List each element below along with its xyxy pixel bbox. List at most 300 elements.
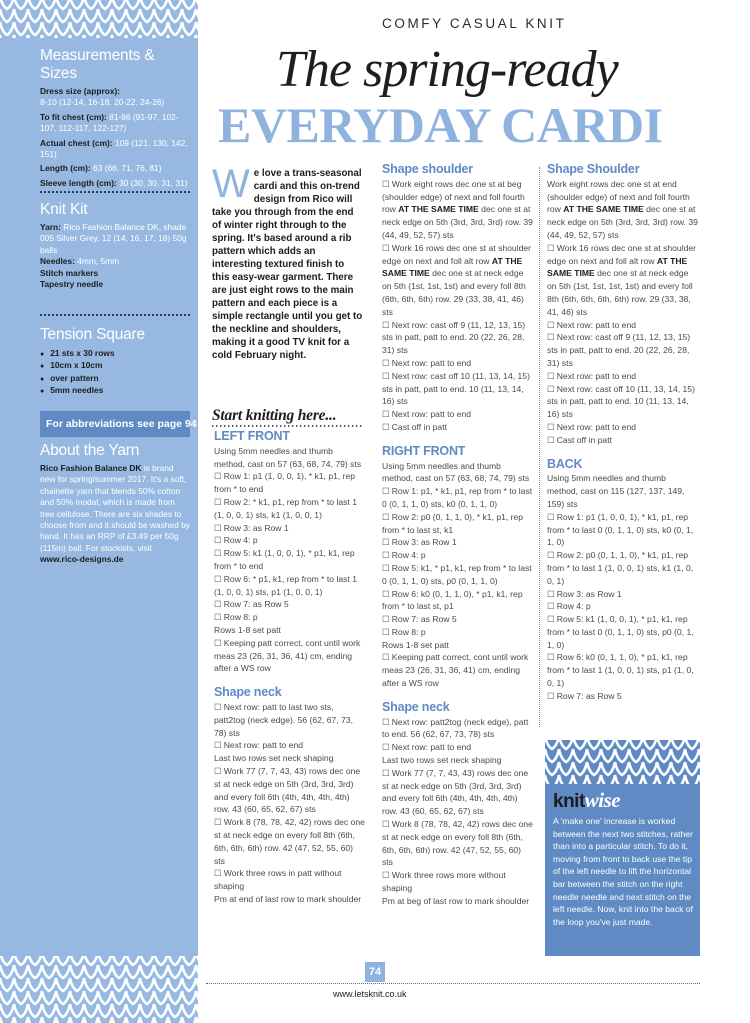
knit-stitch [615, 749, 629, 762]
page-title: The spring-ready [276, 41, 618, 98]
knit-stitch [126, 0, 140, 9]
knit-stitch [699, 749, 700, 762]
knit-stitch [28, 956, 42, 965]
knit-stitch [168, 1004, 182, 1017]
knit-stitch [126, 965, 140, 978]
intro-text: e love a trans-seasonal cardi and this on-trend design from Rico will take you through from the end of winter right through to the spring. It's based around a rib pattern which adds an interesting textured finish to this easy-wear garment. There are just eight rows to the main pattern and each piece is a simple rectangle until you get to the neckline and shoulders, making it a good TV knit for a cold February night. [212, 168, 363, 361]
knit-stitch [70, 1004, 84, 1017]
knit-stitch [98, 965, 112, 978]
knit-stitch [112, 991, 126, 1004]
instruction-line: ☐ Row 5: k1, * p1, k1, rep from * to last 0 (0, 1, 1, 0) sts, p0 (0, 1, 1, 0) [382, 562, 534, 588]
measurement-item [40, 138, 190, 161]
shape-shoulder-heading: Shape Shoulder [547, 162, 640, 176]
instruction-line: ☐ Work 77 (7, 7, 43, 43) rows dec one st at neck edge on 5th (3rd, 3rd, 3rd) and every foll 6th (4th, 4th, 4th, 4th) row. 43 (60, 65, 62, 67) sts [382, 767, 534, 818]
start-heading-rule [212, 424, 362, 428]
knit-stitch [154, 0, 168, 9]
instruction-line: ☐ Row 6: k0 (0, 1, 1, 0), * p1, k1, rep from * to last st, p1 [382, 588, 534, 614]
tension-list [40, 348, 190, 398]
drop-cap: W [212, 162, 250, 206]
instruction-line: ☐ Row 2: * k1, p1, rep from * to last 1 (1, 0, 0, 1) sts, k1 (1, 0, 0, 1) [214, 496, 366, 522]
measurement-value: 109 (121, 130, 142, 151) [40, 137, 188, 160]
instruction-line: ☐ Row 5: k1 (1, 0, 0, 1), * p1, k1, rep from * to end [214, 547, 366, 573]
instruction-line: ☐ Next row: patt to end [382, 741, 534, 754]
knit-stitch [42, 956, 56, 965]
knit-stitch [587, 749, 601, 762]
page-subtitle: EVERYDAY CARDI [218, 97, 663, 153]
knit-stitch [657, 749, 671, 762]
knitwise-text: A 'make one' increase is worked between the next two stitches, rather than into a particular stitch. To do it, moving from front to back use the tip of the left needle to lift the horizontal bar between the stitch on the right needle needle and next stitch on the left needle. Now, knit into the back of the loop you've just made. [553, 816, 693, 927]
left-front-instructions [214, 445, 366, 675]
knit-stitch [70, 978, 84, 991]
instruction-text: dec one st at neck edge on 5th (1st, 1st, 1st, 1st) and every foll 8th (6th, 6th, 6th, 6th) row. 29 (33, 38, 41, 46) sts [547, 268, 693, 317]
knit-stitch [56, 978, 70, 991]
knit-stitch [154, 965, 168, 978]
instruction-line: ☐ Work three rows in patt without shaping [214, 867, 366, 893]
knit-stitch [112, 956, 126, 965]
knit-stitch [126, 991, 140, 1004]
knit-stitch [56, 9, 70, 22]
column-divider [539, 167, 540, 727]
right-front-heading: RIGHT FRONT [382, 443, 466, 458]
knit-stitch [28, 22, 42, 35]
knit-stitch [140, 1004, 154, 1017]
knitwise-title [553, 788, 620, 813]
knit-stitch [0, 1004, 14, 1017]
knit-stitch [70, 0, 84, 9]
knit-stitch [98, 956, 112, 965]
instruction-text: Work eight rows dec one st at beg (shoulder edge) of next and foll fourth row [382, 178, 525, 215]
knit-stitch [112, 978, 126, 991]
shape-neck-instructions [382, 716, 534, 908]
knit-stitch [643, 749, 657, 762]
knit-stitch [56, 991, 70, 1004]
instruction-line: Pm at beg of last row to mark shoulder [382, 895, 530, 906]
shape-neck-instructions [214, 701, 366, 906]
knit-stitch [545, 740, 559, 749]
instruction-line: ☐ Next row: patt2tog (neck edge), patt to end. 56 (62, 67, 73, 78) sts [382, 716, 534, 742]
instruction-line [547, 370, 699, 383]
instruction-line [547, 383, 699, 421]
knit-stitch [42, 9, 56, 22]
knitwise-title-a: knit [553, 791, 585, 812]
instruction-line [547, 421, 699, 434]
knit-stitch [42, 991, 56, 1004]
knit-stitch [14, 978, 28, 991]
knit-stitch [154, 978, 168, 991]
knit-stitch [0, 9, 14, 22]
measurement-label: Length (cm): [40, 163, 91, 174]
knit-stitch [56, 965, 70, 978]
instruction-text: Next row: patt to end [556, 319, 637, 330]
kit-details [40, 222, 190, 290]
knit-stitch [196, 978, 198, 991]
instruction-line: ☐ Row 2: p0 (0, 1, 1, 0), * k1, p1, rep from * to last st, k1 [382, 511, 534, 537]
back-heading: BACK [547, 456, 583, 471]
knit-stitch [182, 1004, 196, 1017]
instruction-text: Work 16 rows dec one st at shoulder edge on next and foll alt row [547, 242, 697, 266]
left-front-heading: LEFT FRONT [214, 429, 290, 443]
instruction-text: dec one st at neck edge on 5th (3rd, 3rd, 3rd) row. 39 (44, 49, 52, 57) sts [382, 204, 533, 240]
knit-stitch [56, 1004, 70, 1017]
tension-item: ● over pattern [40, 373, 190, 385]
tension-item: ● 21 sts x 30 rows [40, 348, 190, 360]
knit-stitch [126, 22, 140, 35]
needles-label: Needles: [40, 256, 75, 267]
knit-stitch [615, 740, 629, 749]
back-instructions [547, 472, 699, 702]
knit-stitch [573, 749, 587, 762]
instruction-line: ☐ Row 6: k0 (0, 1, 1, 0), * p1, k1, rep from * to last 1 (1, 0, 0, 1) sts, p1 (1, 0, 0, 1) [547, 651, 699, 689]
knit-stitch [657, 762, 671, 775]
knit-stitch [126, 978, 140, 991]
knit-stitch [615, 762, 629, 775]
knit-pattern-decoration [0, 956, 198, 1023]
shape-shoulder-instructions [382, 178, 534, 434]
column-middle [382, 163, 534, 908]
instruction-line: ☐ Row 4: p [547, 600, 699, 613]
knit-stitch [28, 1004, 42, 1017]
knit-stitch [671, 762, 685, 775]
tension-item: ● 5mm needles [40, 385, 190, 397]
knit-stitch [112, 1004, 126, 1017]
knit-stitch [182, 978, 196, 991]
knit-stitch [140, 991, 154, 1004]
yarn-value: Rico Fashion Balance DK, shade 005 Silver Grey, 12 (14, 16, 17, 18) 50g balls [40, 222, 187, 255]
instruction-line: ☐ Row 1: p1 (1, 0, 0, 1), * k1, p1, rep from * to end [214, 470, 366, 496]
instruction-line: Using 5mm needles and thumb method, cast on 57 (63, 68, 74, 79) sts [382, 460, 530, 484]
instruction-line: ☐ Work 8 (78, 78, 42, 42) rows dec one st at neck edge on every foll 8th (6th, 6th, 6th, 6th) row. 42 (47, 52, 55, 60) sts [214, 816, 366, 867]
knitwise-title-b: wise [584, 788, 621, 812]
column-left [214, 430, 366, 906]
knit-stitch [42, 965, 56, 978]
knit-stitch [56, 22, 70, 35]
knit-stitch [601, 749, 615, 762]
intro-paragraph [212, 162, 364, 362]
knit-stitch [0, 0, 14, 9]
measurement-label: Sleeve length (cm): [40, 177, 117, 188]
knit-stitch [685, 762, 699, 775]
knit-stitch [140, 965, 154, 978]
instruction-line: ☐ Row 3: as Row 1 [547, 588, 699, 601]
instruction-line: Using 5mm needles and thumb method, cast on 57 (63, 68, 74, 79) sts [214, 445, 362, 469]
knit-stitch [28, 991, 42, 1004]
measurement-item [40, 112, 190, 135]
knit-stitch [196, 0, 198, 9]
knit-stitch [0, 978, 14, 991]
knit-pattern-decoration [0, 0, 198, 38]
knit-stitch [629, 762, 643, 775]
knit-stitch [112, 9, 126, 22]
instruction-line: ☐ Next row: patt to end [214, 739, 366, 752]
instruction-line [382, 408, 534, 421]
instruction-line [382, 242, 534, 319]
knit-stitch [84, 0, 98, 9]
knit-pattern-decoration [545, 740, 700, 784]
yarn-label: Yarn: [40, 222, 61, 232]
knit-stitch [601, 740, 615, 749]
instruction-text: Cast off in patt [556, 434, 612, 445]
knit-stitch [14, 22, 28, 35]
knit-stitch [84, 965, 98, 978]
knit-stitch [98, 1004, 112, 1017]
knit-stitch [0, 991, 14, 1004]
knit-stitch [629, 749, 643, 762]
abbreviations-link[interactable]: For abbreviations see page 94 [40, 411, 190, 437]
knit-stitch [196, 35, 198, 38]
instruction-line: ☐ Row 4: p [382, 549, 534, 562]
knit-stitch [28, 965, 42, 978]
knit-stitch [168, 956, 182, 965]
measurement-item [40, 178, 190, 189]
knit-stitch [140, 956, 154, 965]
knit-stitch [573, 762, 587, 775]
knit-stitch [56, 0, 70, 9]
measurement-label: Dress size (approx): [40, 86, 121, 96]
instruction-line [547, 434, 699, 447]
knit-stitch [112, 0, 126, 9]
about-yarn-section [40, 442, 190, 566]
measurement-label: Actual chest (cm): [40, 137, 113, 148]
knit-stitch [671, 740, 685, 749]
knit-stitch [84, 9, 98, 22]
instruction-line: ☐ Work three rows more without shaping [382, 869, 534, 895]
knit-stitch [70, 9, 84, 22]
instruction-line [382, 357, 534, 370]
tension-item: ● 10cm x 10cm [40, 360, 190, 372]
knit-stitch [196, 22, 198, 35]
needles-value: 4mm, 5mm [77, 256, 120, 267]
instruction-line: ☐ Row 4: p [214, 534, 366, 547]
instruction-text: Next row: patt to end [556, 421, 637, 432]
knit-stitch [196, 965, 198, 978]
instruction-line: ☐ Row 3: as Row 1 [214, 522, 366, 535]
shape-neck-heading: Shape neck [382, 699, 450, 714]
page-number: 74 [365, 962, 385, 982]
knit-stitch [545, 762, 559, 775]
knit-stitch [84, 1004, 98, 1017]
knit-stitch [168, 0, 182, 9]
yarn-description: is brand new for spring/summer 2017. It's a soft, chainette yarn that blends 50% cotton and 50% modal, which is made from tree cellulose. There are six shades to choose from and it should be washed by hand. It has an RRP of £3.49 per 50g (115m) ball. For stockists, visit [40, 463, 190, 553]
knit-stitch [196, 1004, 198, 1017]
knit-stitch [70, 965, 84, 978]
instruction-line: Rows 1-8 set patt [382, 639, 449, 650]
knit-stitch [28, 978, 42, 991]
knit-stitch [84, 956, 98, 965]
instruction-line: ☐ Row 7: as Row 5 [214, 598, 366, 611]
knit-stitch [14, 1004, 28, 1017]
knit-stitch [70, 22, 84, 35]
section-heading: Measurements & Sizes [40, 47, 155, 82]
instruction-line [382, 370, 534, 408]
knit-stitch [699, 740, 700, 749]
knit-stitch [643, 762, 657, 775]
knit-stitch [14, 956, 28, 965]
instruction-line: ☐ Row 8: p [382, 626, 534, 639]
tapestry-needle: Tapestry needle [40, 279, 104, 290]
knit-stitch [601, 762, 615, 775]
instruction-line: ☐ Keeping patt correct, cont until work meas 23 (26, 31, 36, 41) cm, ending after a WS row [214, 637, 366, 675]
knit-stitch [182, 0, 196, 9]
knit-stitch [84, 991, 98, 1004]
measurement-value: 8-10 (12-14, 16-18, 20-22, 24-26) [40, 97, 165, 108]
instruction-line: ☐ Row 1: p1 (1, 0, 0, 1), * k1, p1, rep from * to last 0 (0, 1, 1, 0) sts, k0 (0, 1, 1, 0) [547, 511, 699, 549]
knit-stitch [629, 740, 643, 749]
instruction-text: Next row: cast off 9 (11, 12, 13, 15) sts in patt, patt to end. 20 (22, 26, 28, 31) sts [382, 319, 526, 356]
instruction-line: ☐ Work 8 (78, 78, 42, 42) rows dec one st at neck edge on every foll 8th (6th, 6th, 6th, 6th) row. 42 (47, 52, 55, 60) sts [382, 818, 534, 869]
knit-stitch [587, 740, 601, 749]
instruction-text: Next row: patt to end [391, 357, 472, 368]
knit-stitch [168, 991, 182, 1004]
knit-stitch [685, 749, 699, 762]
knit-stitch [14, 991, 28, 1004]
instruction-emphasis: AT THE SAME TIME [547, 255, 688, 279]
knit-stitch [28, 9, 42, 22]
instruction-line: ☐ Row 1: p1, * k1, p1, rep from * to last 0 (0, 1, 1, 0) sts, k0 (0, 1, 1, 0) [382, 485, 534, 511]
knit-stitch [657, 740, 671, 749]
instruction-line: Rows 1-8 set patt [214, 624, 281, 635]
knit-stitch [140, 9, 154, 22]
section-heading: About the Yarn [40, 442, 140, 459]
knit-stitch [14, 965, 28, 978]
knit-stitch [196, 1017, 198, 1023]
rico-url-link[interactable]: www.rico-designs.de [40, 554, 124, 565]
knit-stitch [112, 965, 126, 978]
knit-stitch [42, 978, 56, 991]
knit-stitch [42, 22, 56, 35]
instruction-text: Cast off in patt [391, 421, 447, 432]
knit-stitch [98, 978, 112, 991]
stitch-markers: Stitch markers [40, 267, 99, 278]
measurement-item [40, 163, 190, 174]
measurement-value: 30 (30, 30, 31, 31) [116, 177, 188, 188]
knit-stitch [84, 22, 98, 35]
knit-stitch [42, 1004, 56, 1017]
tension-section [40, 326, 190, 398]
instruction-line [382, 421, 534, 434]
instruction-text: Next row: cast off 10 (11, 13, 14, 15) sts in patt, patt to end. 10 (11, 13, 14, 16) sts [547, 383, 695, 420]
measurements-section [40, 47, 190, 192]
about-yarn-text [40, 463, 190, 566]
knit-stitch [126, 956, 140, 965]
instruction-line: ☐ Row 3: as Row 1 [382, 536, 534, 549]
footer-url-link[interactable]: www.letsknit.co.uk [333, 989, 407, 999]
knit-stitch [182, 956, 196, 965]
instruction-text: Next row: cast off 9 (11, 12, 13, 15) sts in patt, patt to end. 20 (22, 26, 28, 31) sts [547, 332, 691, 368]
knit-stitch [182, 991, 196, 1004]
footer-divider [206, 983, 700, 984]
instruction-line [382, 178, 534, 242]
shape-shoulder-heading: Shape shoulder [382, 162, 473, 176]
knit-stitch [154, 991, 168, 1004]
instruction-line: Using 5mm needles and thumb method, cast on 115 (127, 137, 149, 159) sts [547, 473, 685, 509]
knit-stitch [112, 22, 126, 35]
knit-stitch [42, 0, 56, 9]
instruction-emphasis: AT THE SAME TIME [398, 204, 479, 215]
knit-stitch [154, 1004, 168, 1017]
instruction-line: ☐ Work 77 (7, 7, 43, 43) rows dec one st at neck edge on 5th (3rd, 3rd, 3rd) and every foll 6th (4th, 4th, 4th, 4th) row. 43 (60, 65, 62, 67) sts [214, 765, 366, 816]
knit-stitch [98, 22, 112, 35]
measurement-value: 63 (66, 71, 76, 81) [90, 163, 162, 174]
knit-stitch [587, 762, 601, 775]
knit-stitch [545, 749, 559, 762]
shape-neck-heading: Shape neck [214, 685, 282, 700]
instruction-line: ☐ Row 5: k1 (1, 0, 0, 1), * p1, k1, rep from * to last 0 (0, 1, 1, 0) sts, p0 (0, 1, 1, 0) [547, 613, 699, 651]
knit-stitch [182, 9, 196, 22]
knit-stitch [168, 22, 182, 35]
knit-stitch [140, 0, 154, 9]
instruction-line: ☐ Row 2: p0 (0, 1, 1, 0), * k1, p1, rep from * to last 1 (1, 0, 0, 1) sts, k1 (1, 0, 0, 1) [547, 549, 699, 587]
knit-stitch [182, 965, 196, 978]
knit-stitch [559, 740, 573, 749]
knit-stitch [140, 978, 154, 991]
knit-stitch [56, 956, 70, 965]
knit-stitch [671, 749, 685, 762]
knit-stitch [98, 991, 112, 1004]
measurements-list [40, 86, 190, 189]
knit-stitch [559, 749, 573, 762]
knit-stitch [196, 9, 198, 22]
instruction-line: Pm at end of last row to mark shoulder [214, 893, 362, 904]
instruction-line: ☐ Row 6: * p1, k1, rep from * to last 1 (1, 0, 0, 1) sts, p1 (1, 0, 0, 1) [214, 573, 366, 599]
knit-stitch [98, 9, 112, 22]
instruction-line: ☐ Row 8: p [214, 611, 366, 624]
yarn-name: Rico Fashion Balance DK [40, 463, 142, 473]
knit-stitch [643, 740, 657, 749]
instruction-text: Work 16 rows dec one st at shoulder edge on next and foll alt row [382, 242, 532, 266]
knit-stitch [140, 22, 154, 35]
instruction-line: Last two rows set neck shaping [214, 753, 334, 764]
start-heading: Start knitting here... [212, 407, 337, 424]
measurement-label: To fit chest (cm): [40, 111, 107, 122]
knit-stitch [14, 0, 28, 9]
knit-stitch [98, 0, 112, 9]
measurement-value: 81-86 (91-97, 102-107, 112-117, 122-127) [40, 111, 179, 134]
instruction-line: Last two rows set neck shaping [382, 755, 502, 766]
knit-stitch [126, 9, 140, 22]
instruction-emphasis: AT THE SAME TIME [382, 255, 523, 279]
instruction-text: Next row: cast off 10 (11, 13, 14, 15) sts in patt, patt to end. 10 (11, 13, 14, 16) sts [382, 370, 530, 407]
instruction-line: ☐ Row 7: as Row 5 [382, 613, 534, 626]
knit-stitch [699, 775, 700, 784]
section-heading: Knit Kit [40, 201, 88, 218]
knit-stitch [14, 9, 28, 22]
column-right [547, 163, 699, 703]
instruction-line: ☐ Row 7: as Row 5 [547, 690, 699, 703]
instruction-line [547, 319, 699, 332]
knit-stitch [0, 22, 14, 35]
knit-stitch [573, 740, 587, 749]
knit-stitch [70, 956, 84, 965]
knit-stitch [0, 956, 14, 965]
knit-stitch [0, 965, 14, 978]
divider [40, 191, 190, 193]
instruction-text: Work eight rows dec one st at end (shoulder edge) of next and foll fourth row [547, 178, 690, 215]
knit-stitch [196, 956, 198, 965]
knit-stitch [84, 978, 98, 991]
instruction-text: dec one st at neck edge on 5th (3rd, 3rd, 3rd) row. 39 (44, 49, 52, 57) sts [547, 204, 698, 240]
instruction-line: ☐ Next row: patt to last two sts, patt2tog (neck edge). 56 (62, 67, 73, 78) sts [214, 701, 366, 739]
knit-stitch [182, 22, 196, 35]
knit-stitch [168, 978, 182, 991]
knit-stitch [28, 0, 42, 9]
instruction-text: Next row: patt to end [391, 409, 472, 420]
shape-shoulder-instructions [547, 178, 699, 447]
sidebar-panel [0, 0, 198, 1023]
knit-stitch [154, 956, 168, 965]
instruction-emphasis: AT THE SAME TIME [563, 204, 644, 215]
divider [40, 314, 190, 316]
knit-stitch [699, 762, 700, 775]
